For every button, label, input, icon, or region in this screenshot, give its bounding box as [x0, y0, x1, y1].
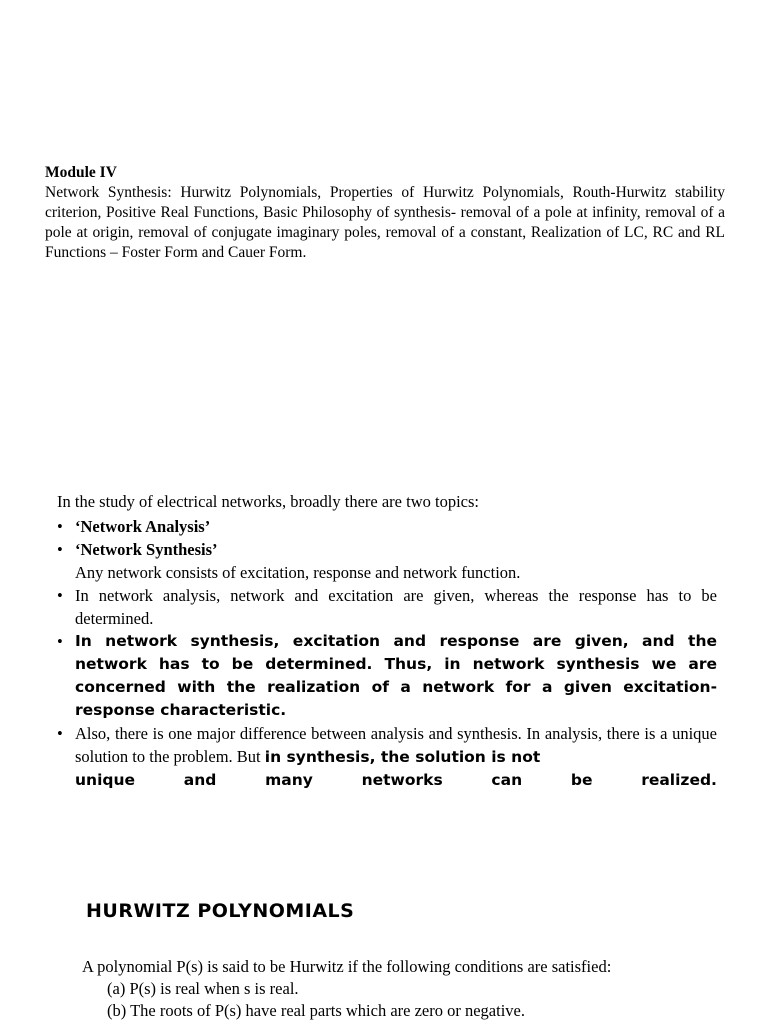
topic-list-item: [57, 515, 717, 538]
topic-network-synthesis: ‘Network Synthesis’: [75, 540, 218, 559]
difference-text: [75, 722, 717, 769]
word: can: [491, 771, 523, 789]
hurwitz-heading: HURWITZ POLYNOMIALS: [86, 900, 355, 922]
topic-network-analysis: ‘Network Analysis’: [75, 517, 211, 536]
hurwitz-definition: A polynomial P(s) is said to be Hurwitz if the following conditions are satisfied:: [82, 957, 612, 976]
module-heading: Module IV: [45, 164, 117, 181]
bullet-icon: •: [57, 724, 63, 743]
word: networks: [361, 771, 443, 789]
topic-list-item: [57, 538, 717, 561]
word: be: [570, 771, 593, 789]
module-syllabus-text: Network Synthesis: Hurwitz Polynomials, Properties of Hurwitz Polynomials, Routh-Hurwitz stability criterion, Positive Real Functions, Basic Philosophy of synthesis- removal of a pole at infinity, removal of a pole at origin, removal of conjugate imaginary poles, removal of a constant, Realization of LC, RC and RL Functions – Foster Form and Cauer Form.: [45, 184, 725, 261]
analysis-point: [57, 584, 717, 630]
word: many: [265, 771, 313, 789]
difference-plain-text: Also, there is one major difference between analysis and synthesis. In analysis, there is a unique solution to the problem. But: [75, 724, 717, 766]
synthesis-point: [57, 630, 717, 722]
bullet-icon: •: [57, 517, 63, 536]
intro-section: [57, 490, 717, 792]
difference-last-line: [57, 769, 717, 792]
word: realized.: [641, 771, 717, 789]
intro-lead: In the study of electrical networks, broadly there are two topics:: [57, 492, 479, 511]
bullet-icon: •: [57, 540, 63, 559]
word: and: [183, 771, 217, 789]
bullet-icon: •: [57, 586, 63, 605]
difference-point: [57, 722, 717, 769]
condition-a: (a) P(s) is real when s is real.: [107, 979, 299, 998]
word: unique: [75, 771, 136, 789]
module-section: [45, 163, 725, 263]
analysis-text: In network analysis, network and excitation are given, whereas the response has to be determined.: [75, 586, 717, 628]
synthesis-text: In network synthesis, excitation and response are given, and the network has to be determined. Thus, in network synthesis we are concerned with the realization of a network for a given excitation-response characteristic.: [75, 632, 717, 719]
hurwitz-section: [82, 956, 722, 1022]
difference-bold-text: in synthesis, the solution is not: [264, 748, 541, 766]
bullet-icon: •: [57, 632, 63, 651]
condition-b: (b) The roots of P(s) have real parts which are zero or negative.: [107, 1001, 525, 1020]
network-definition: Any network consists of excitation, response and network function.: [75, 563, 521, 582]
